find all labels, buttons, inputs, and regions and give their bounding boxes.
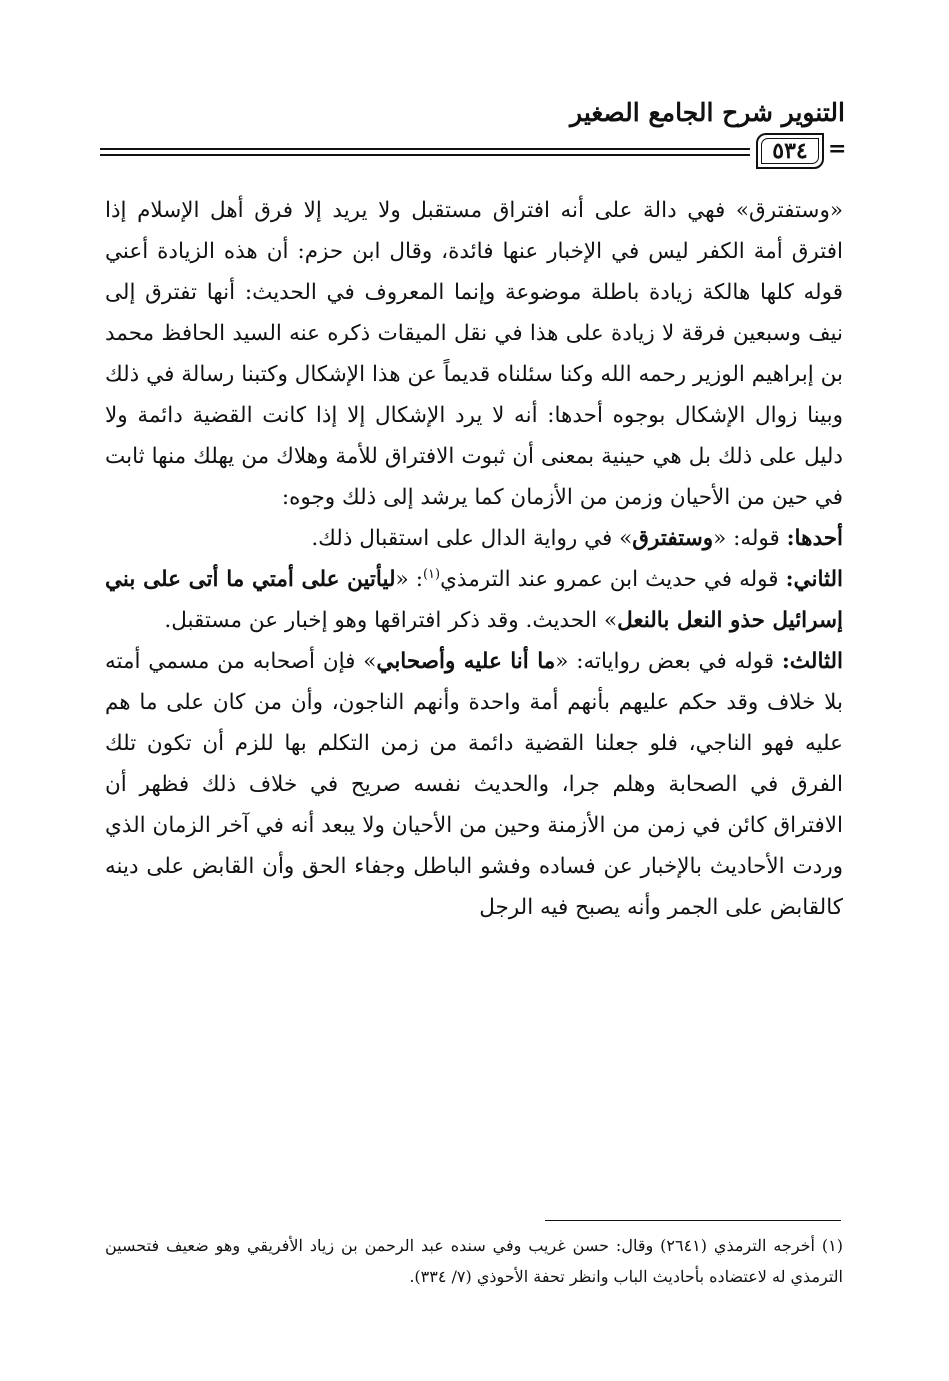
page-number-text: ٥٣٤: [772, 138, 808, 164]
paragraph-text: : «: [395, 567, 423, 592]
header-rule-double: [100, 154, 750, 156]
ornament-mark: =: [828, 136, 847, 162]
paragraph-text: » فإن أصحابه من مسمي أمته بلا خلاف وقد حكم عليهم بأنهم أمة واحدة وأنهم الناجون، وأن من كان على ما هم عليه فهو الناجي، فلو جعلنا القضية دائمة من زمن التكلم بها للزم أن تكون تلك الفرق في الصحابة وهلم جرا، والحديث نفسه صريح في خلاف ذلك فظهر أن الافتراق كائن في زمن من الأزمنة وحين من الأحيان ولا يبعد أنه في آخر الزمان الذي وردت الأحاديث بالإخبار عن فساده وفشو الباطل وجفاء الحق وأن القابض على دينه كالقابض على الجمر وأنه يصبح فيه الرجل: [105, 649, 843, 920]
page-number: [756, 133, 824, 169]
paragraph-text: » الحديث. وقد ذكر افتراقها وهو إخبار عن مستقبل.: [164, 608, 618, 633]
header-rule: [100, 148, 750, 150]
point-label: أحدها:: [786, 526, 843, 551]
paragraph-second-point: [105, 559, 843, 641]
paragraph-text: قوله في حديث ابن عمرو عند الترمذي: [440, 567, 786, 592]
footnote-separator: [545, 1220, 841, 1221]
paragraph-text: قوله: «: [713, 526, 787, 551]
quoted-hadith: ما أنا عليه وأصحابي: [376, 649, 556, 674]
paragraph-text: » في رواية الدال على استقبال ذلك.: [311, 526, 633, 551]
page-header: [100, 98, 845, 178]
point-label: الثاني:: [785, 567, 844, 592]
paragraph-third-point: [105, 641, 843, 928]
paragraph-text: قوله في بعض رواياته: «: [555, 649, 782, 674]
book-title: التنوير شرح الجامع الصغير: [570, 98, 845, 127]
paragraph-first-point: [105, 518, 843, 559]
paragraph-intro: «وستفترق» فهي دالة على أنه افتراق مستقبل ولا يريد إلا فرق أهل الإسلام إذا افترق أمة الكفر ليس في الإخبار عنها فائدة، وقال ابن حزم: أن هذه الزيادة أعني قوله كلها هالكة زيادة باطلة موضوعة وإنما المعروف في الحديث: أنها تفترق إلى نيف وسبعين فرقة لا زيادة على هذا في نقل الميقات ذكره عنه السيد الحافظ محمد بن إبراهيم الوزير رحمه الله وكنا سئلناه قديماً عن هذا الإشكال وكتبنا رسالة في ذلك وبينا زوال الإشكال بوجوه أحدها: أنه لا يرد الإشكال إلا إذا كانت القضية دائمة ولا دليل على ذلك بل هي حينية بمعنى أن ثبوت الافتراق للأمة وهلاك من يهلك منها ثابت في حين من الأحيان وزمن من الأزمان كما يرشد إلى ذلك وجوه:: [105, 198, 843, 510]
footnote: (١) أخرجه الترمذي (٢٦٤١) وقال: حسن غريب وفي سنده عبد الرحمن بن زياد الأفريقي وهو ضعيف فتحسين الترمذي له لاعتضاده بأحاديث الباب وانظر تحفة الأحوذي (٧/ ٣٣٤).: [105, 1236, 844, 1286]
quoted-hadith: ليأتين على أمتي ما أتى على بني إسرائيل حذو النعل بالنعل: [105, 567, 843, 633]
point-label: الثالث:: [781, 649, 844, 674]
quoted-hadith: وستفترق: [632, 526, 714, 551]
main-text: [105, 190, 843, 928]
footnote-reference[interactable]: (١): [422, 566, 441, 582]
